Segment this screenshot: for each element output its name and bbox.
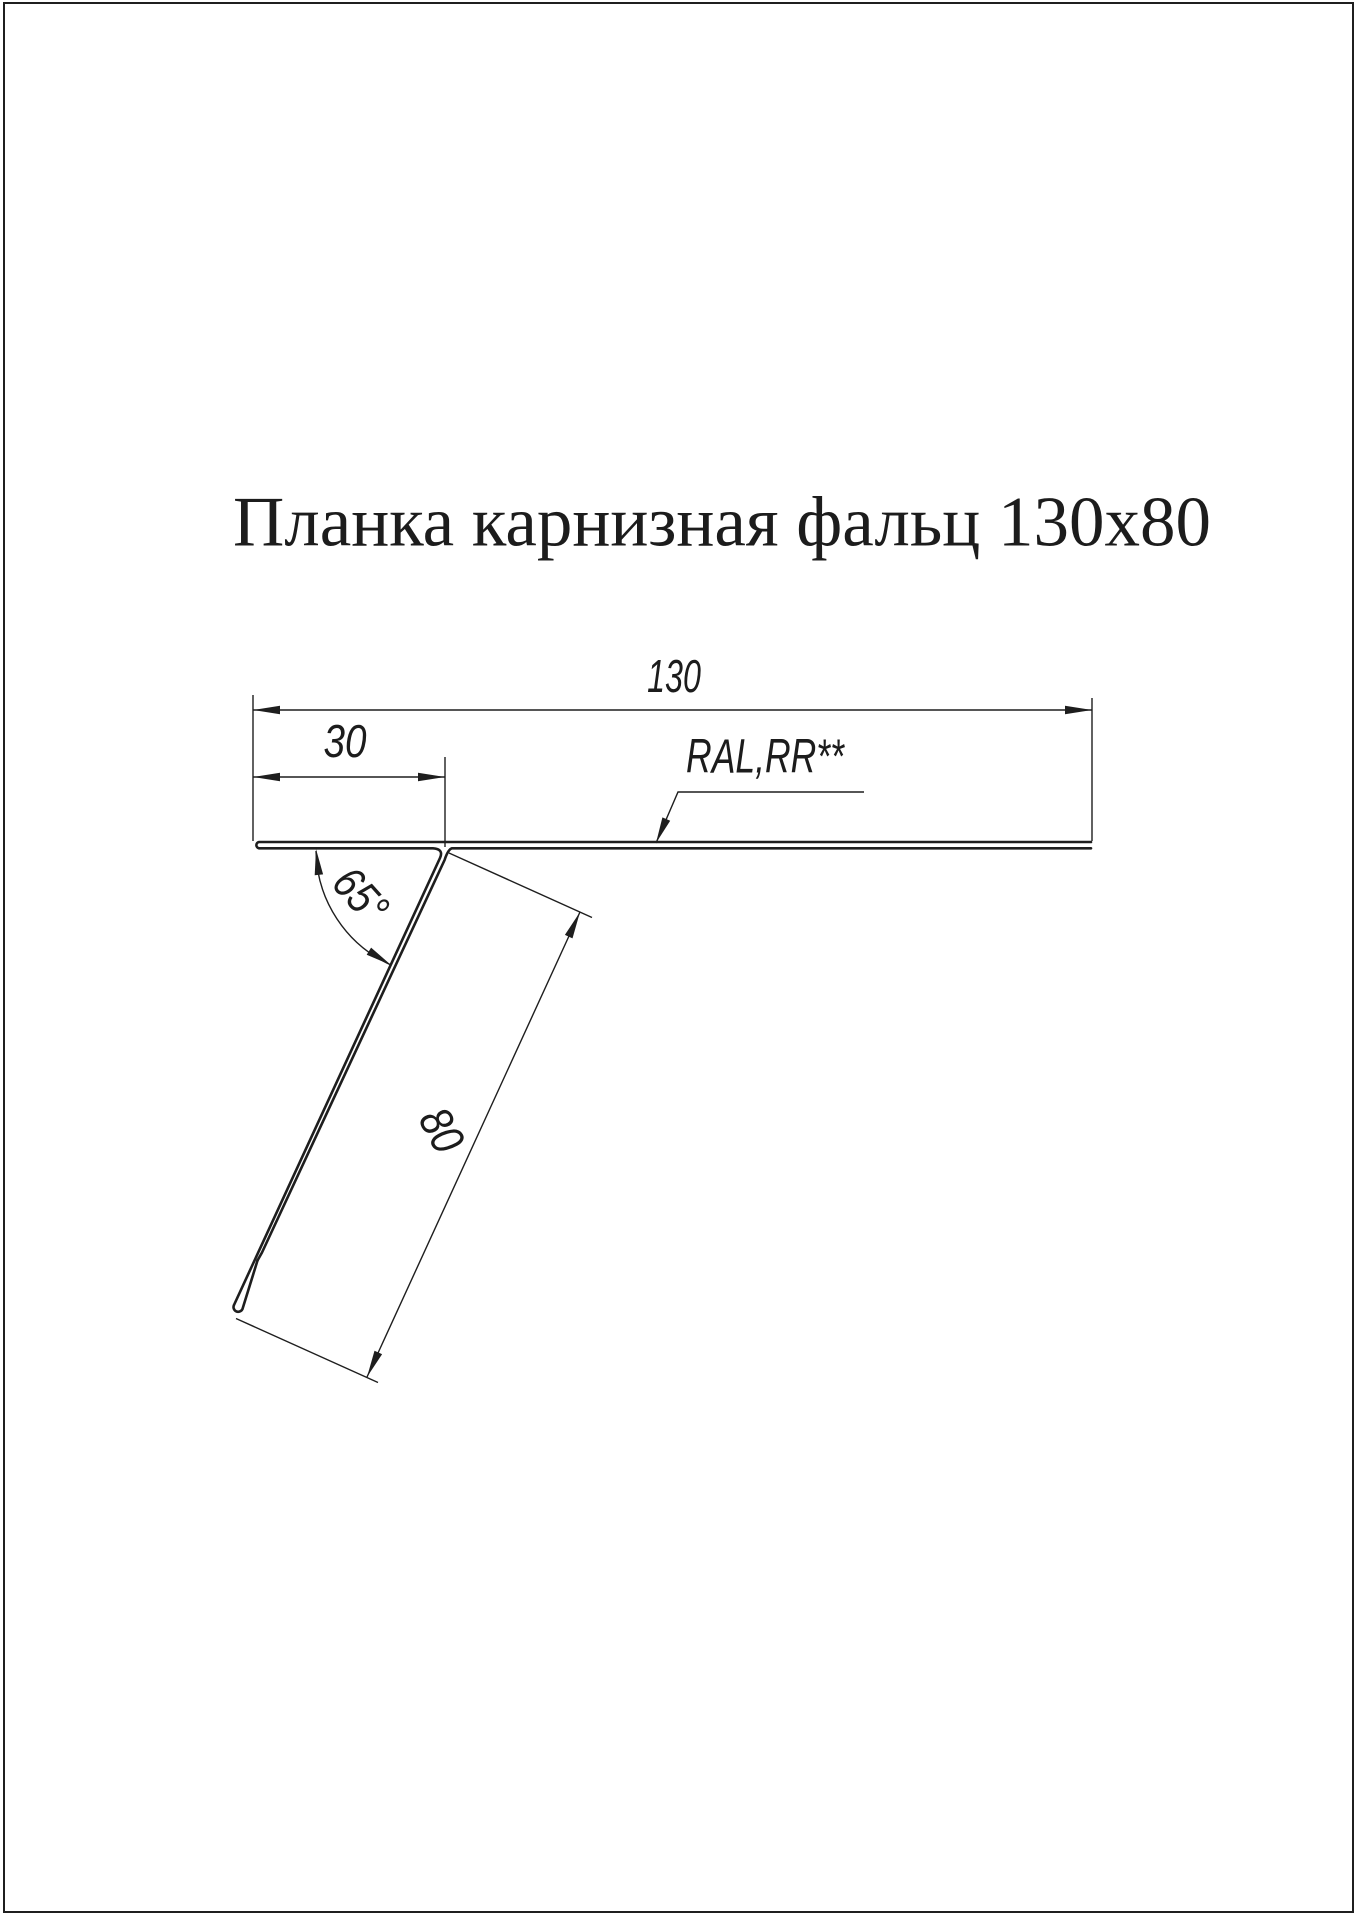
dim-80-extension-bottom <box>236 1319 378 1383</box>
dim-130-arrow-left <box>253 706 280 714</box>
dim-total-width-label: 130 <box>647 650 701 702</box>
dim-65-arrow-top <box>315 849 323 875</box>
dim-80-extension-top <box>449 853 592 918</box>
dim-80-line <box>367 912 580 1377</box>
material-leader-arrow <box>656 817 670 843</box>
dim-65-arrow-bottom <box>367 948 391 965</box>
dimension-lines <box>236 695 1092 1383</box>
dim-130-arrow-right <box>1065 706 1092 714</box>
material-leader-group <box>656 792 864 843</box>
dim-80-arrow-top <box>565 912 580 938</box>
dim-left-width-label: 30 <box>323 715 367 767</box>
dim-130-group <box>253 695 1092 841</box>
drawing-title: Планка карнизная фальц 130x80 <box>233 483 1211 562</box>
dim-30-arrow-right <box>418 773 445 781</box>
dim-30-arrow-left <box>253 773 280 781</box>
leg-length-label: 80 <box>408 1098 476 1162</box>
angle-label: 65° <box>322 856 400 934</box>
dim-30-group <box>253 757 445 847</box>
dim-80-group <box>236 853 592 1383</box>
material-note-label: RAL,RR** <box>686 730 844 784</box>
material-leader-line <box>656 792 864 843</box>
dim-80-arrow-bottom <box>367 1351 382 1377</box>
